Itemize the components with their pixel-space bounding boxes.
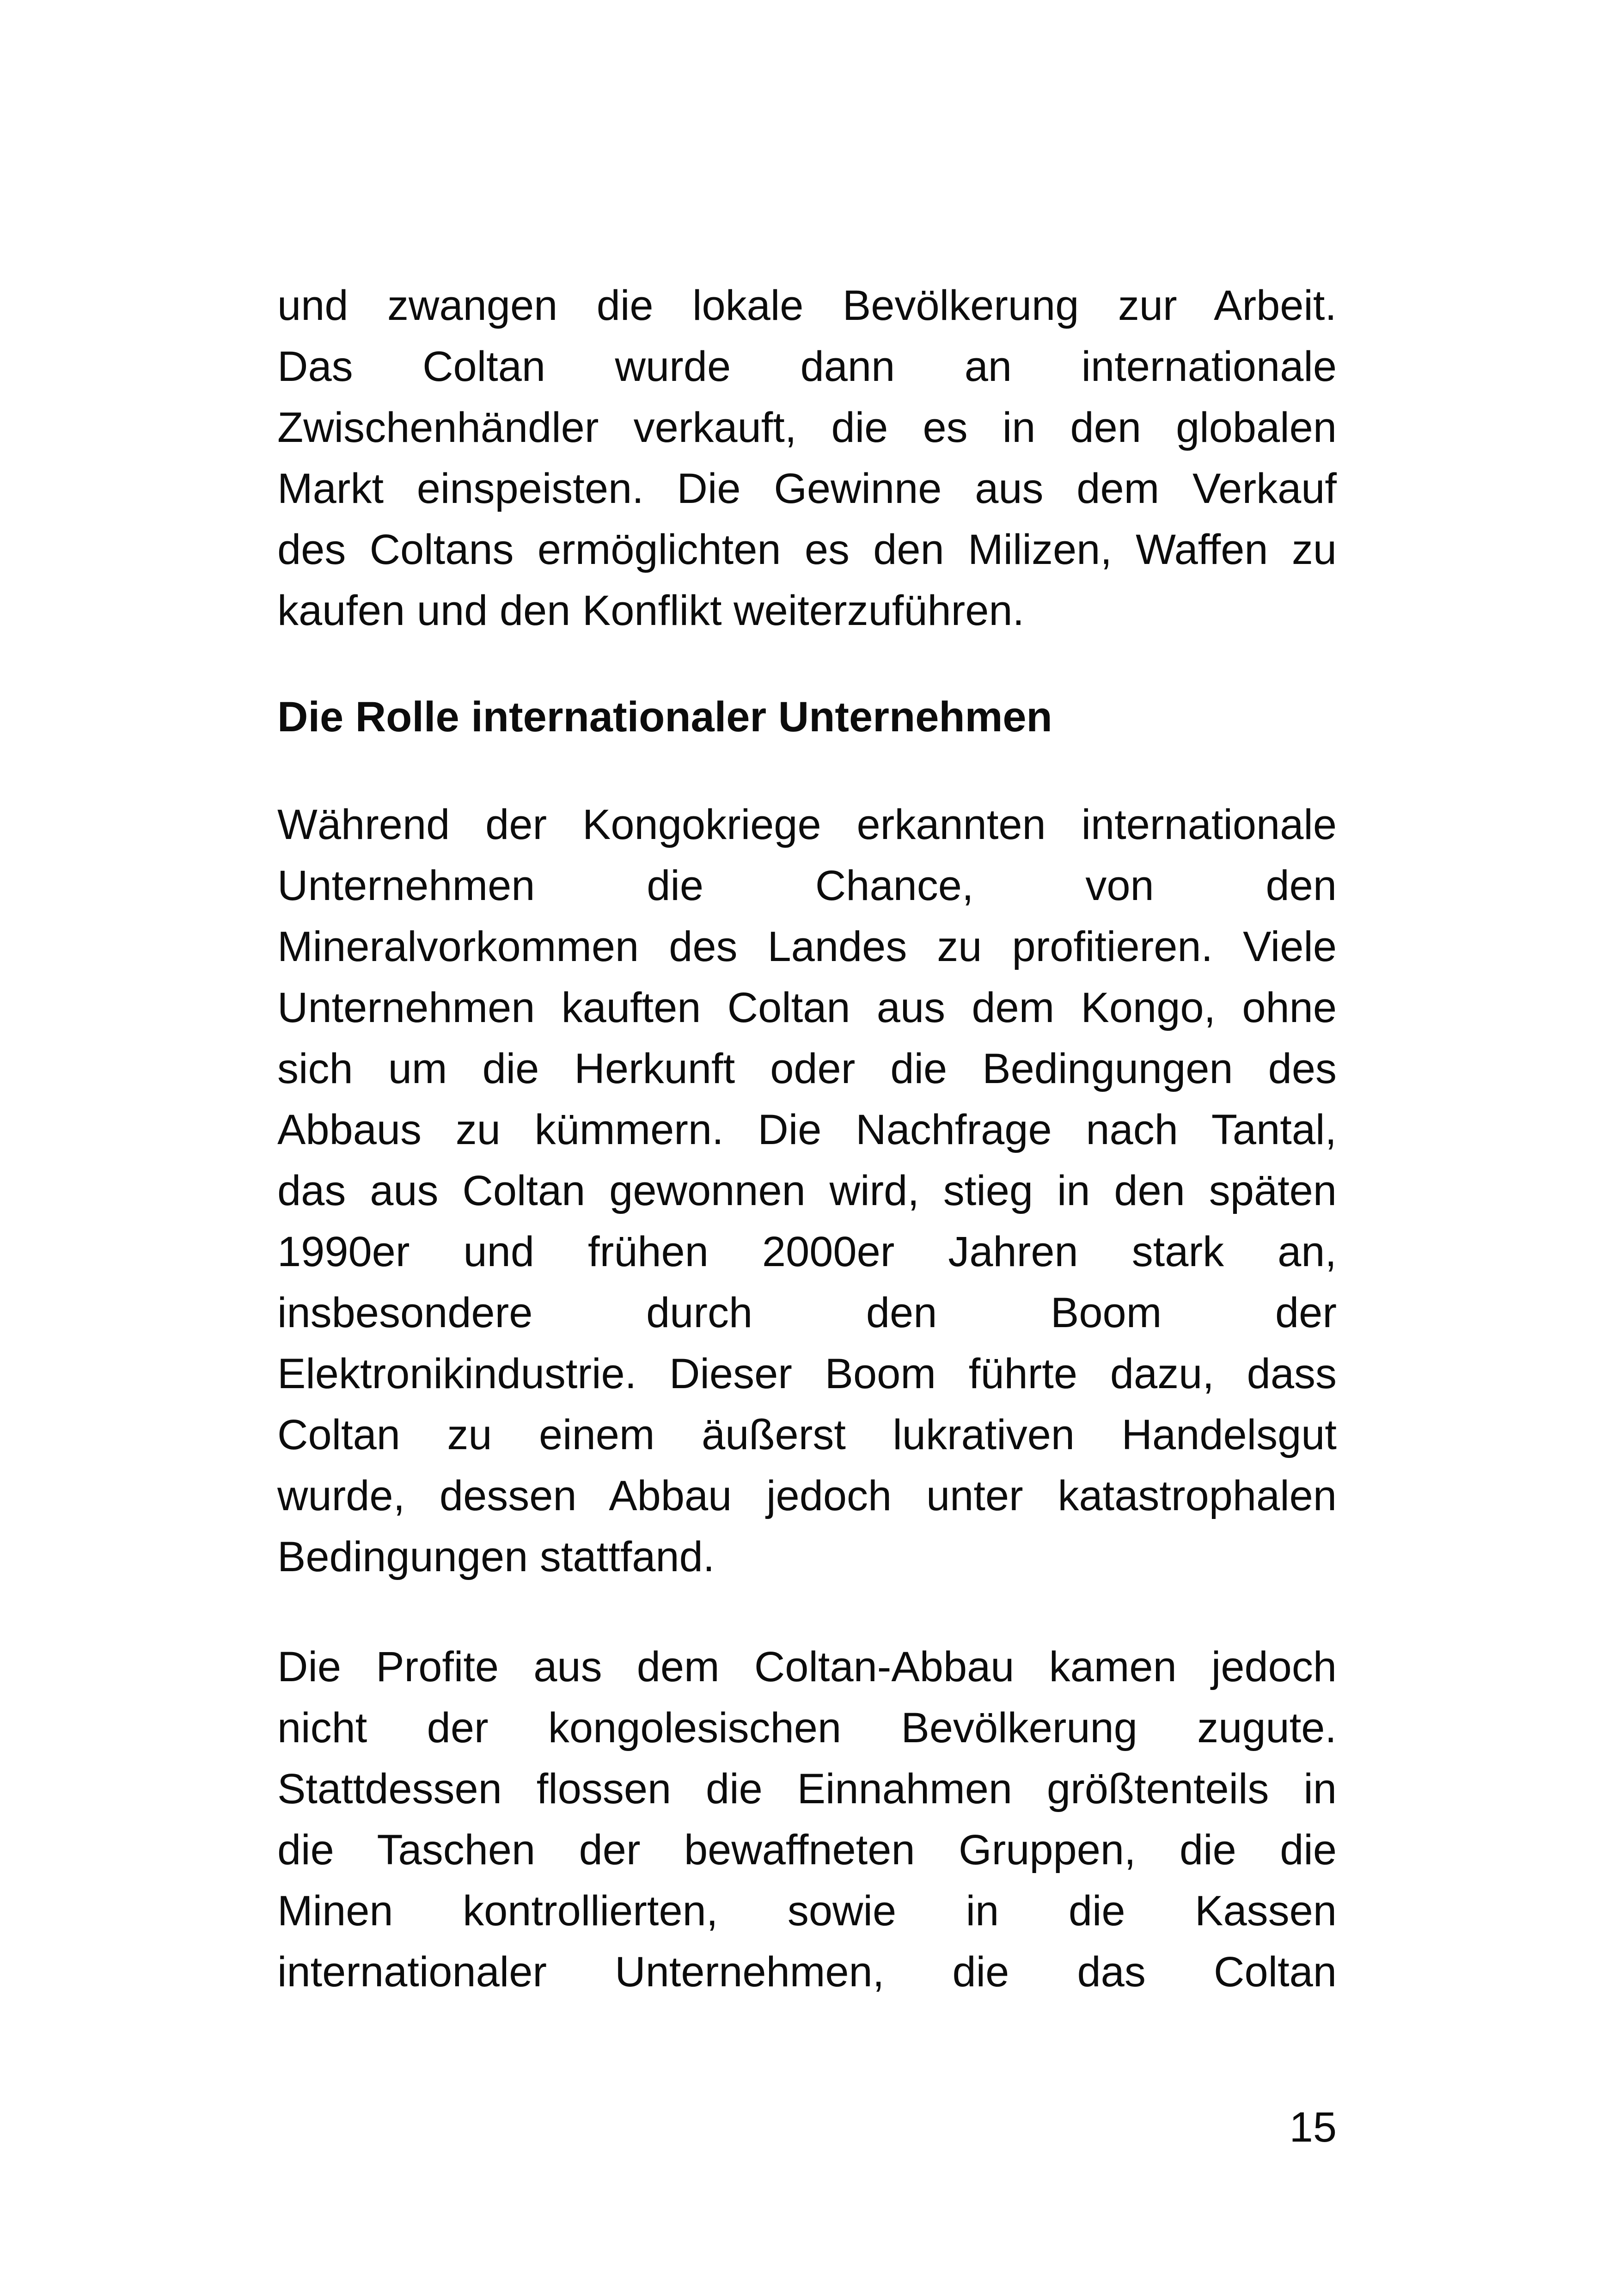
paragraph-3	[277, 1636, 1337, 2002]
paragraph-2	[277, 794, 1337, 1587]
paragraph-line: des Coltans ermöglichten es den Milizen, Waffen zu	[277, 526, 1337, 573]
paragraph-line: Elektronikindustrie. Dieser Boom führte dazu, dass	[277, 1350, 1337, 1397]
paragraph-line: Unternehmen die Chance, von den	[277, 862, 1337, 909]
paragraph-line: nicht der kongolesischen Bevölkerung zugute.	[277, 1704, 1337, 1751]
paragraph-line: Abbaus zu kümmern. Die Nachfrage nach Tantal,	[277, 1106, 1337, 1153]
paragraph-line: Coltan zu einem äußerst lukrativen Handelsgut	[277, 1411, 1337, 1458]
paragraph-line: Unternehmen kauften Coltan aus dem Kongo, ohne	[277, 984, 1337, 1031]
paragraph-line: Zwischenhändler verkauft, die es in den globalen	[277, 404, 1337, 451]
paragraph-line: insbesondere durch den Boom der	[277, 1289, 1337, 1336]
paragraph-line: 1990er und frühen 2000er Jahren stark an,	[277, 1228, 1337, 1275]
paragraph-line: Minen kontrollierten, sowie in die Kassen	[277, 1887, 1337, 1935]
paragraph-line: Das Coltan wurde dann an internationale	[277, 343, 1337, 390]
section-heading: Die Rolle internationaler Unternehmen	[277, 693, 1052, 741]
paragraph-line: und zwangen die lokale Bevölkerung zur Arbeit.	[277, 282, 1337, 329]
paragraph-line: Mineralvorkommen des Landes zu profitieren. Viele	[277, 923, 1337, 970]
paragraph-line: Bedingungen stattfand.	[277, 1533, 715, 1580]
paragraph-line: das aus Coltan gewonnen wird, stieg in den späten	[277, 1167, 1337, 1214]
paragraph-line: Stattdessen flossen die Einnahmen größtenteils in	[277, 1765, 1337, 1812]
paragraph-line: Markt einspeisten. Die Gewinne aus dem Verkauf	[277, 465, 1337, 512]
paragraph-line: Die Profite aus dem Coltan-Abbau kamen jedoch	[277, 1643, 1337, 1690]
paragraph-line: internationaler Unternehmen, die das Coltan	[277, 1948, 1337, 1996]
paragraph-line: die Taschen der bewaffneten Gruppen, die die	[277, 1826, 1337, 1874]
paragraph-line: wurde, dessen Abbau jedoch unter katastrophalen	[277, 1472, 1337, 1519]
paragraph-line: sich um die Herkunft oder die Bedingungen des	[277, 1045, 1337, 1092]
paragraph-line: kaufen und den Konflikt weiterzuführen.	[277, 587, 1025, 634]
page-number: 15	[1289, 2104, 1337, 2151]
paragraph-line: Während der Kongokriege erkannten internationale	[277, 801, 1337, 848]
paragraph-1	[277, 275, 1337, 641]
